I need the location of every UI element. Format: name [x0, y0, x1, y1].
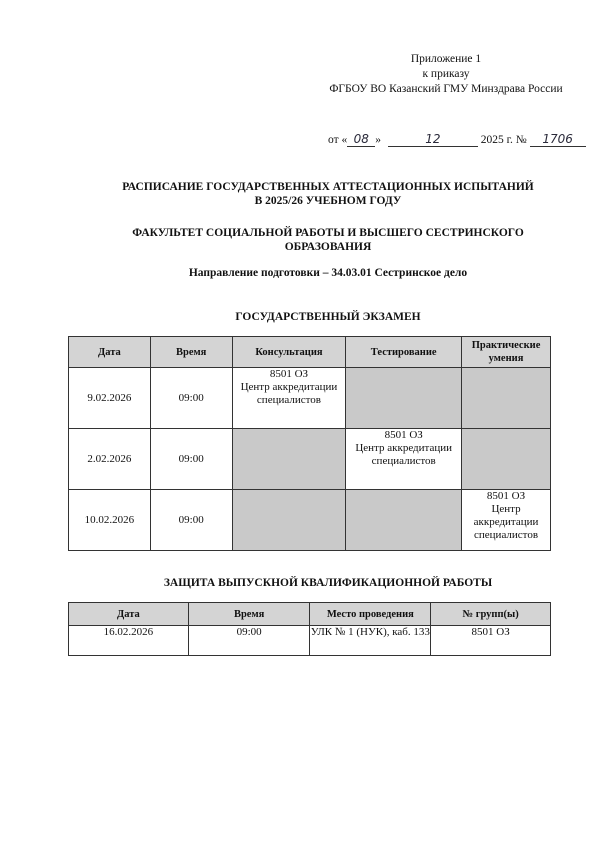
- faculty-title-line-2: ОБРАЗОВАНИЯ: [284, 241, 372, 253]
- schedule-title-line-2: В 2025/26 УЧЕБНОМ ГОДУ: [254, 195, 402, 207]
- exam-schedule-table: [68, 336, 551, 551]
- table-header-row: [69, 337, 551, 368]
- cell-empty-shaded: [462, 429, 551, 490]
- header-practical-skills: Практические умения: [462, 337, 551, 368]
- header-date: Дата: [69, 337, 151, 368]
- cell-time: 09:00: [188, 626, 310, 656]
- cell-consultation: [232, 368, 346, 429]
- vkr-heading: ЗАЩИТА ВЫПУСКНОЙ КВАЛИФИКАЦИОННОЙ РАБОТЫ: [163, 577, 493, 589]
- annex-line-2: к приказу: [422, 68, 470, 80]
- faculty-title-line-1: ФАКУЛЬТЕТ СОЦИАЛЬНОЙ РАБОТЫ И ВЫСШЕГО СЕСТРИНСКОГО: [132, 227, 524, 239]
- table-row: [69, 626, 551, 656]
- cell-date: 16.02.2026: [69, 626, 189, 656]
- cell-empty-shaded: [232, 490, 346, 551]
- cell-practical-skills: [462, 490, 551, 551]
- cell-empty-shaded: [346, 490, 462, 551]
- cell-empty-shaded: [232, 429, 346, 490]
- schedule-title-line-1: РАСПИСАНИЕ ГОСУДАРСТВЕННЫХ АТТЕСТАЦИОННЫХ ИСПЫТАНИЙ: [122, 181, 534, 193]
- header-testing: Тестирование: [346, 337, 462, 368]
- annex-line-1: Приложение 1: [410, 53, 482, 65]
- table-row: [69, 429, 551, 490]
- cell-date: 2.02.2026: [69, 429, 151, 490]
- direction-line: Направление подготовки – 34.03.01 Сестринское дело: [188, 267, 468, 279]
- cell-date: 9.02.2026: [69, 368, 151, 429]
- cell-place: УЛК № 1 (НУК), каб. 133: [310, 626, 431, 656]
- exam-heading: ГОСУДАРСТВЕННЫЙ ЭКЗАМЕН: [235, 311, 421, 323]
- cell-place: Центр аккредитации специалистов: [355, 442, 453, 467]
- date-quote-close: »: [375, 134, 381, 146]
- table-row: [69, 368, 551, 429]
- cell-empty-shaded: [346, 368, 462, 429]
- header-place: Место проведения: [310, 603, 431, 626]
- cell-group: 8501 ОЗ: [269, 368, 309, 380]
- annex-line-3: ФГБОУ ВО Казанский ГМУ Минздрава России: [329, 83, 563, 95]
- vkr-schedule-table: [68, 602, 551, 656]
- cell-time: 09:00: [150, 368, 232, 429]
- header-group: № групп(ы): [431, 603, 551, 626]
- order-date-line: [328, 133, 586, 147]
- handwritten-month: 12: [388, 133, 478, 147]
- cell-date: 10.02.2026: [69, 490, 151, 551]
- handwritten-day: 08: [347, 133, 375, 147]
- cell-place: Центр аккредитации специалистов: [473, 503, 539, 541]
- year-text: 2025 г. №: [480, 134, 527, 146]
- cell-group: 8501 ОЗ: [431, 626, 551, 656]
- cell-time: 09:00: [150, 429, 232, 490]
- cell-group: 8501 ОЗ: [486, 490, 526, 502]
- cell-place: Центр аккредитации специалистов: [240, 381, 338, 406]
- faculty-title: [60, 226, 596, 254]
- cell-testing: [346, 429, 462, 490]
- cell-time: 09:00: [150, 490, 232, 551]
- schedule-title: [60, 180, 596, 208]
- header-time: Время: [150, 337, 232, 368]
- cell-group: 8501 ОЗ: [384, 429, 423, 441]
- header-date: Дата: [69, 603, 189, 626]
- header-consultation: Консультация: [232, 337, 346, 368]
- date-prefix: от «: [328, 134, 348, 146]
- header-time: Время: [188, 603, 310, 626]
- annex-block: [306, 52, 586, 97]
- handwritten-order-number: 1706: [530, 133, 586, 147]
- cell-empty-shaded: [462, 368, 551, 429]
- table-row: [69, 490, 551, 551]
- table-header-row: [69, 603, 551, 626]
